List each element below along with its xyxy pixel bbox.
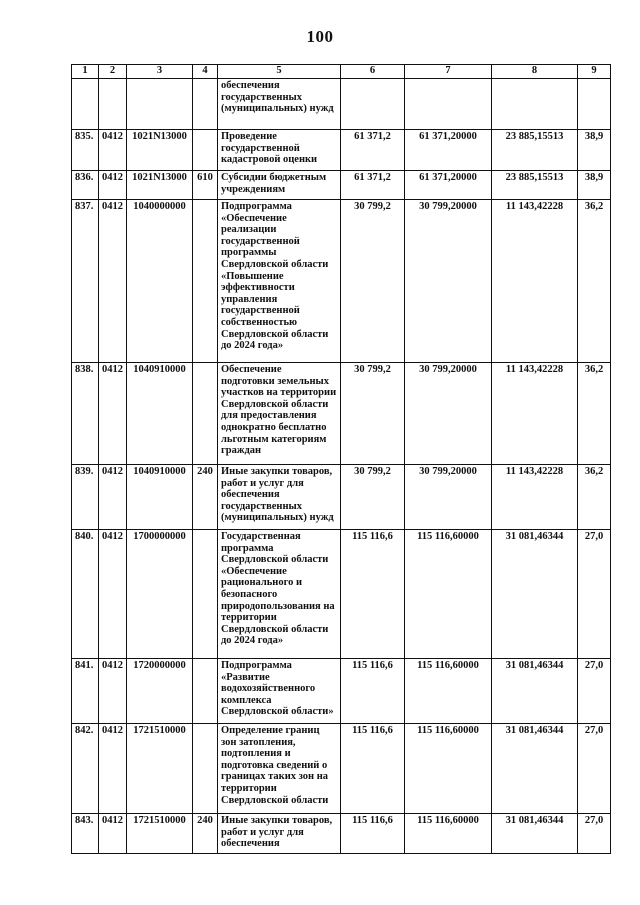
planned-amount [341, 79, 405, 130]
item-name: Субсидии бюджетным учреждениям [218, 171, 341, 200]
approved-amount [405, 79, 492, 130]
table-row [72, 79, 611, 130]
executed-amount: 31 081,46344 [492, 659, 578, 724]
item-name: Определение границ зон затопления, подтопления и подготовка сведений о границах таких зон на территории Свердловской области [218, 724, 341, 814]
row-number [72, 79, 99, 130]
execution-percent: 38,9 [578, 171, 611, 200]
target-code: 1021N13000 [127, 130, 193, 171]
row-number: 840. [72, 530, 99, 659]
table-row [72, 200, 611, 363]
table-row [72, 171, 611, 200]
row-number: 835. [72, 130, 99, 171]
section-code: 0412 [99, 659, 127, 724]
row-number: 839. [72, 465, 99, 530]
planned-amount: 30 799,2 [341, 200, 405, 363]
page-number: 100 [306, 27, 334, 46]
expense-type-code [193, 130, 218, 171]
target-code: 1021N13000 [127, 171, 193, 200]
executed-amount [492, 79, 578, 130]
planned-amount: 115 116,6 [341, 659, 405, 724]
table-row [72, 724, 611, 814]
section-code [99, 79, 127, 130]
planned-amount: 115 116,6 [341, 724, 405, 814]
approved-amount: 30 799,20000 [405, 465, 492, 530]
executed-amount: 11 143,42228 [492, 363, 578, 465]
item-name: Подпрограмма «Обеспечение реализации государственной программы Свердловской области «Повышение эффективности управления государственной собственностью Свердловской области до 2024 года» [218, 200, 341, 363]
planned-amount: 30 799,2 [341, 363, 405, 465]
table-row [72, 530, 611, 659]
planned-amount: 115 116,6 [341, 530, 405, 659]
expense-type-code [193, 724, 218, 814]
approved-amount: 115 116,60000 [405, 724, 492, 814]
execution-percent: 27,0 [578, 659, 611, 724]
expense-type-code [193, 530, 218, 659]
row-number: 841. [72, 659, 99, 724]
expense-type-code [193, 200, 218, 363]
executed-amount: 31 081,46344 [492, 530, 578, 659]
approved-amount: 61 371,20000 [405, 130, 492, 171]
execution-percent [578, 79, 611, 130]
execution-percent: 27,0 [578, 814, 611, 854]
executed-amount: 31 081,46344 [492, 724, 578, 814]
table-row [72, 130, 611, 171]
target-code: 1721510000 [127, 814, 193, 854]
approved-amount: 115 116,60000 [405, 659, 492, 724]
execution-percent: 36,2 [578, 465, 611, 530]
execution-percent: 36,2 [578, 200, 611, 363]
item-name: Иные закупки товаров, работ и услуг для обеспечения государственных (муниципальных) нужд [218, 465, 341, 530]
expense-type-code [193, 659, 218, 724]
target-code: 1040910000 [127, 465, 193, 530]
section-code: 0412 [99, 465, 127, 530]
column-header: 3 [127, 65, 193, 79]
table-row [72, 659, 611, 724]
expense-type-code [193, 363, 218, 465]
expense-type-code: 610 [193, 171, 218, 200]
target-code: 1040910000 [127, 363, 193, 465]
item-name: Иные закупки товаров, работ и услуг для обеспечения [218, 814, 341, 854]
planned-amount: 30 799,2 [341, 465, 405, 530]
executed-amount: 23 885,15513 [492, 171, 578, 200]
execution-percent: 27,0 [578, 724, 611, 814]
row-number: 838. [72, 363, 99, 465]
planned-amount: 61 371,2 [341, 171, 405, 200]
approved-amount: 30 799,20000 [405, 363, 492, 465]
section-code: 0412 [99, 200, 127, 363]
approved-amount: 115 116,60000 [405, 530, 492, 659]
approved-amount: 115 116,60000 [405, 814, 492, 854]
approved-amount: 30 799,20000 [405, 200, 492, 363]
section-code: 0412 [99, 171, 127, 200]
executed-amount: 11 143,42228 [492, 465, 578, 530]
planned-amount: 61 371,2 [341, 130, 405, 171]
section-code: 0412 [99, 724, 127, 814]
executed-amount: 31 081,46344 [492, 814, 578, 854]
budget-table [71, 64, 611, 854]
item-name: обеспечения государственных (муниципальных) нужд [218, 79, 341, 130]
table-row [72, 363, 611, 465]
item-name: Подпрограмма «Развитие водохозяйственного комплекса Свердловской области» [218, 659, 341, 724]
column-header: 8 [492, 65, 578, 79]
column-header: 7 [405, 65, 492, 79]
executed-amount: 11 143,42228 [492, 200, 578, 363]
planned-amount: 115 116,6 [341, 814, 405, 854]
row-number: 836. [72, 171, 99, 200]
approved-amount: 61 371,20000 [405, 171, 492, 200]
execution-percent: 27,0 [578, 530, 611, 659]
column-header: 4 [193, 65, 218, 79]
column-header: 5 [218, 65, 341, 79]
row-number: 837. [72, 200, 99, 363]
section-code: 0412 [99, 363, 127, 465]
row-number: 843. [72, 814, 99, 854]
item-name: Проведение государственной кадастровой оценки [218, 130, 341, 171]
column-header: 6 [341, 65, 405, 79]
executed-amount: 23 885,15513 [492, 130, 578, 171]
section-code: 0412 [99, 530, 127, 659]
expense-type-code: 240 [193, 814, 218, 854]
section-code: 0412 [99, 814, 127, 854]
column-header: 2 [99, 65, 127, 79]
table-row [72, 814, 611, 854]
execution-percent: 36,2 [578, 363, 611, 465]
item-name: Государственная программа Свердловской области «Обеспечение рационального и безопасного природопользования на территории Свердловской области до 2024 года» [218, 530, 341, 659]
execution-percent: 38,9 [578, 130, 611, 171]
expense-type-code [193, 79, 218, 130]
column-header: 9 [578, 65, 611, 79]
target-code: 1721510000 [127, 724, 193, 814]
section-code: 0412 [99, 130, 127, 171]
row-number: 842. [72, 724, 99, 814]
target-code: 1720000000 [127, 659, 193, 724]
target-code: 1700000000 [127, 530, 193, 659]
target-code [127, 79, 193, 130]
target-code: 1040000000 [127, 200, 193, 363]
column-header: 1 [72, 65, 99, 79]
expense-type-code: 240 [193, 465, 218, 530]
table-header-row [72, 65, 611, 79]
table-row [72, 465, 611, 530]
item-name: Обеспечение подготовки земельных участков на территории Свердловской области для предоставления однократно бесплатно льготным категориям граждан [218, 363, 341, 465]
